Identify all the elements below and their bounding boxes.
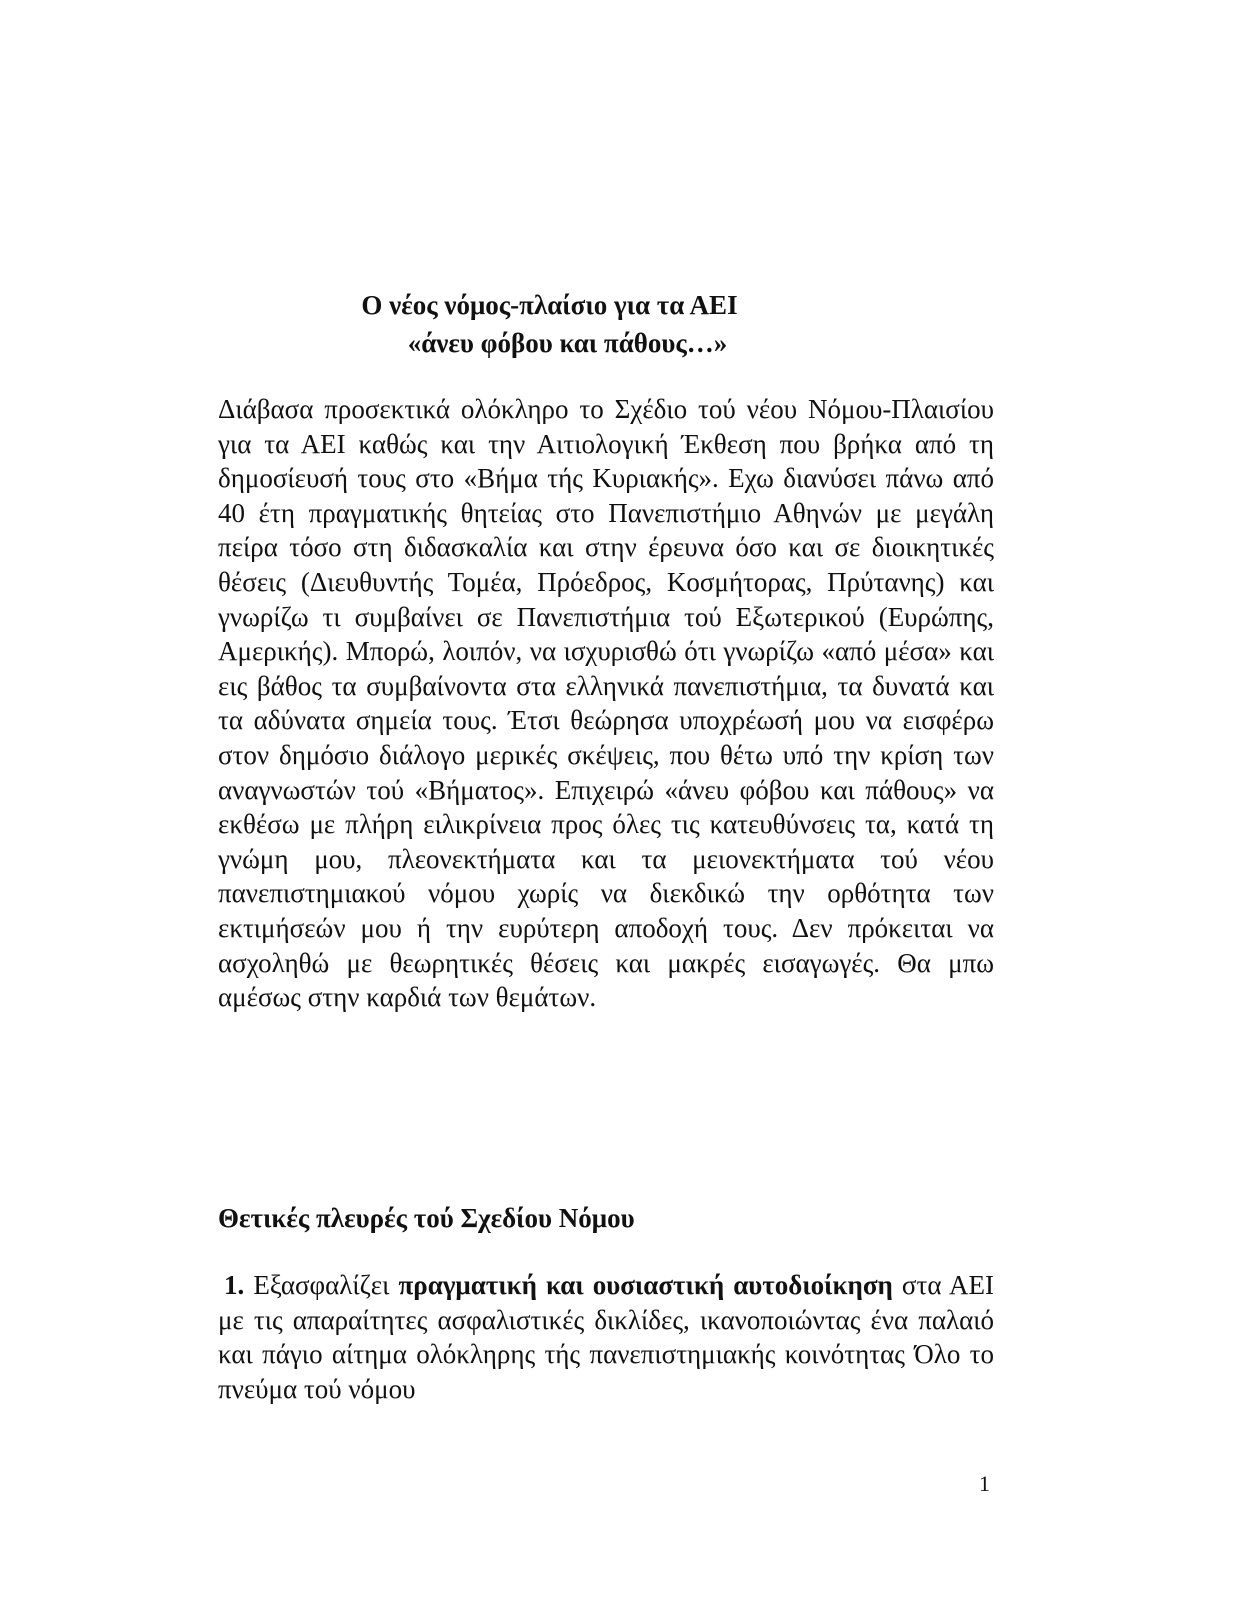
section-heading: Θετικές πλευρές τού Σχεδίου Νόμου — [218, 1203, 635, 1233]
document-title — [218, 286, 994, 362]
list-item-text: στα ΑΕΙ με τις απαραίτητες ασφαλιστικές δικλίδες, ικανοποιώντας ένα παλαιό και πάγιο αίτημα ολόκληρης τής πανεπιστημιακής κοινότητας Όλο το πνεύμα τού νόμου — [218, 1270, 995, 1404]
page-number: 1 — [979, 1471, 990, 1496]
list-item-number: 1. — [224, 1270, 245, 1300]
list-item-1 — [218, 1268, 994, 1406]
title-line-2: «άνευ φόβου και πάθους…» — [407, 328, 728, 358]
list-item-lead: Εξασφαλίζει — [253, 1270, 390, 1300]
list-item-bold-phrase: πραγματική και ουσιαστική αυτοδιοίκηση — [398, 1270, 893, 1300]
title-line-1: Ο νέος νόμος-πλαίσιο για τα ΑΕΙ — [361, 290, 738, 320]
intro-paragraph: Διάβασα προσεκτικά ολόκληρο το Σχέδιο τού νέου Νόμου-Πλαισίου για τα ΑΕΙ καθώς και την Αιτιολογική Έκθεση που βρήκα από τη δημοσίευσή τους στο «Βήμα τής Κυριακής». Εχω διανύσει πάνω από 40 έτη πραγματικής θητείας στο Πανεπιστήμιο Αθηνών με μεγάλη πείρα τόσο στη διδασκαλία και στην έρευνα όσο και σε διοικητικές θέσεις (Διευθυντής Τομέα, Πρόεδρος, Κοσμήτορας, Πρύτανης) και γνωρίζω τι συμβαίνει σε Πανεπιστήμια τού Εξωτερικού (Ευρώπης, Αμερικής). Μπορώ, λοιπόν, να ισχυρισθώ ότι γνωρίζω «από μέσα» και εις βάθος τα συμβαίνοντα στα ελληνικά πανεπιστήμια, τα δυνατά και τα αδύνατα σημεία τους. Έτσι θεώρησα υποχρέωσή μου να εισφέρω στον δημόσιο διάλογο μερικές σκέψεις, που θέτω υπό την κρίση των αναγνωστών τού «Βήματος». Επιχειρώ «άνευ φόβου και πάθους» να εκθέσω με πλήρη ειλικρίνεια προς όλες τις κατευθύνσεις τα, κατά τη γνώμη μου, πλεονεκτήματα και τα μειονεκτήματα τού νέου πανεπιστημιακού νόμου χωρίς να διεκδικώ την ορθότητα των εκτιμήσεών μου ή την ευρύτερη αποδοχή τους. Δεν πρόκειται να ασχοληθώ με θεωρητικές θέσεις και μακρές εισαγωγές. Θα μπω αμέσως στην καρδιά των θεμάτων. — [218, 394, 994, 1013]
